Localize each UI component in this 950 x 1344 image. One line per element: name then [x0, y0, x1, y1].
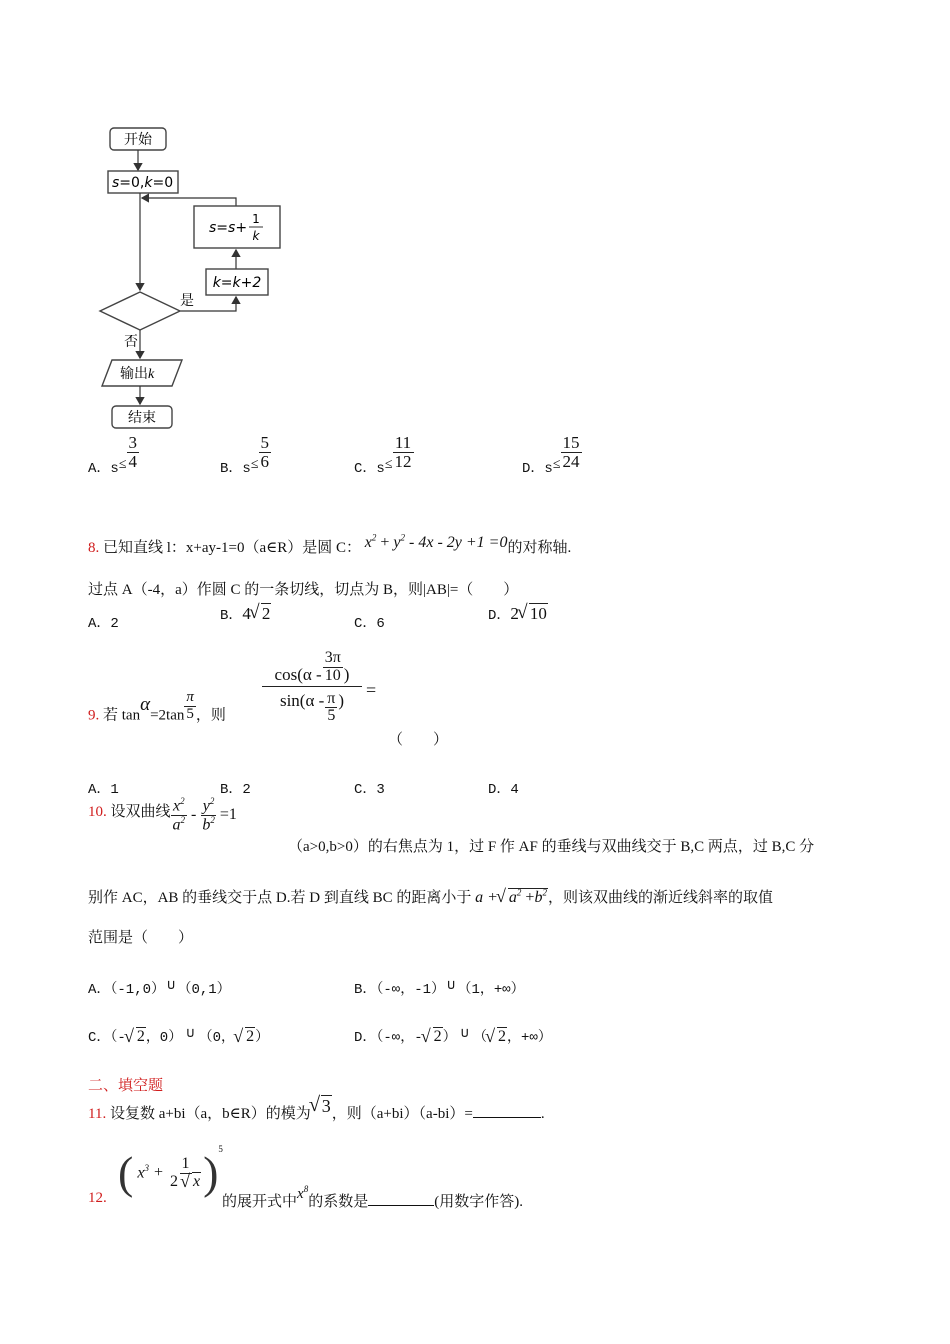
q9-equals: =: [366, 680, 377, 700]
q8-line1: 8. 已知直线 l：x+ay-1=0（a∈R）是圆 C： $x^2 + y^2 - 4x - 2y +1 =0$的对称轴.: [88, 532, 572, 556]
q10-option-b: B．（-∞，-1） ∪ （1，+∞）: [354, 978, 525, 998]
q8-option-d: D．2√ 10: [488, 604, 548, 624]
q12-expression: ( $x^3$ + $\frac{1}{2√ x}$ ) 5: [118, 1150, 223, 1196]
q9-paren: （ ）: [388, 732, 449, 748]
q8-line2: 过点 A（-4，a）作圆 C 的一条切线，切点为 B，则|AB|=（ ）: [88, 582, 519, 598]
q9-option-a: A．1: [88, 782, 119, 798]
q10-line3: 范围是（ ）: [88, 930, 194, 946]
update-s-den: k: [252, 229, 260, 243]
end-label: 结束: [128, 410, 156, 426]
q8-number: 8.: [88, 540, 100, 556]
q11-line: 11. 设复数 a+bi（a，b∈R）的模为√ 3，则（a+bi）（a-bi）= .: [88, 1102, 545, 1123]
no-label: 否: [124, 334, 138, 350]
update-s-lhs: s=s+: [209, 220, 248, 236]
q10-option-a: A．（-1,0） ∪ （0,1）: [88, 978, 231, 998]
q9-option-c: C．3: [354, 782, 385, 798]
q9-option-d: D．4: [488, 782, 519, 798]
q12-text: 的展开式中$x^8$的系数是 (用数字作答).: [222, 1184, 523, 1210]
q9-fraction: cos(α - $\frac{3\pi}{10}$ ) sin(α - $\frac{\pi}{5}$ ): [262, 650, 362, 725]
init-eq: =0,: [119, 175, 145, 191]
q12-answer-blank[interactable]: [368, 1192, 434, 1206]
q10-option-d: D．（-∞，-√ 2） ∪ （√ 2，+∞）: [354, 1026, 552, 1046]
flowchart: [96, 124, 296, 436]
update-s-num: 1: [252, 212, 260, 226]
init-k: k: [144, 175, 153, 191]
q10-line1b: （a>0,b>0）的右焦点为 1，过 F 作 AF 的垂线与双曲线交于 B,C 两点，过 B,C 分: [288, 839, 815, 855]
svg-text:输出k: [120, 366, 155, 382]
q7-option-c: C．s≤ $\frac{11}{12}$: [354, 433, 412, 477]
yes-label: 是: [180, 293, 194, 309]
start-label: 开始: [124, 132, 152, 148]
output-var: k: [148, 367, 155, 382]
update-k-label: k=k+2: [212, 275, 262, 291]
init-s: s: [112, 175, 120, 191]
q11-answer-blank[interactable]: [473, 1104, 541, 1118]
q7-option-d: D．s≤ $\frac{15}{24}$: [522, 433, 580, 477]
q10-line1: 10. 设双曲线 $\frac{x^2}{a^2}$ - $\frac{y^2}{b^2}$ =1: [88, 795, 237, 834]
output-label: 输出: [120, 366, 148, 382]
svg-text:s=0,k=0: [112, 175, 173, 191]
q9-option-b: B．2: [220, 782, 251, 798]
q10-line2: 别作 AC，AB 的垂线交于点 D.若 D 到直线 BC 的距离小于 a +√ $a^2 +b^2$，则该双曲线的渐近线斜率的取值: [88, 886, 773, 907]
q8-option-a: A．2: [88, 616, 119, 632]
init-eq2: =0: [152, 175, 174, 191]
section-title: 二、填空题: [88, 1078, 164, 1094]
decision-diamond: [100, 292, 180, 330]
q12-line: 12.: [88, 1190, 107, 1206]
q7-option-b: B．s≤ $\frac{5}{6}$: [220, 433, 269, 477]
q7-option-a: A．s≤ $\frac{3}{4}$: [88, 433, 137, 477]
q10-option-c: C．（-√ 2，0） ∪ （0，√ 2）: [88, 1026, 269, 1046]
q9-line: 9. 若 tanα=2tan $\frac{\pi}{5}$ ，则: [88, 689, 226, 724]
q8-option-b: B．4√ 2: [220, 604, 271, 624]
q8-option-c: C．6: [354, 616, 385, 632]
